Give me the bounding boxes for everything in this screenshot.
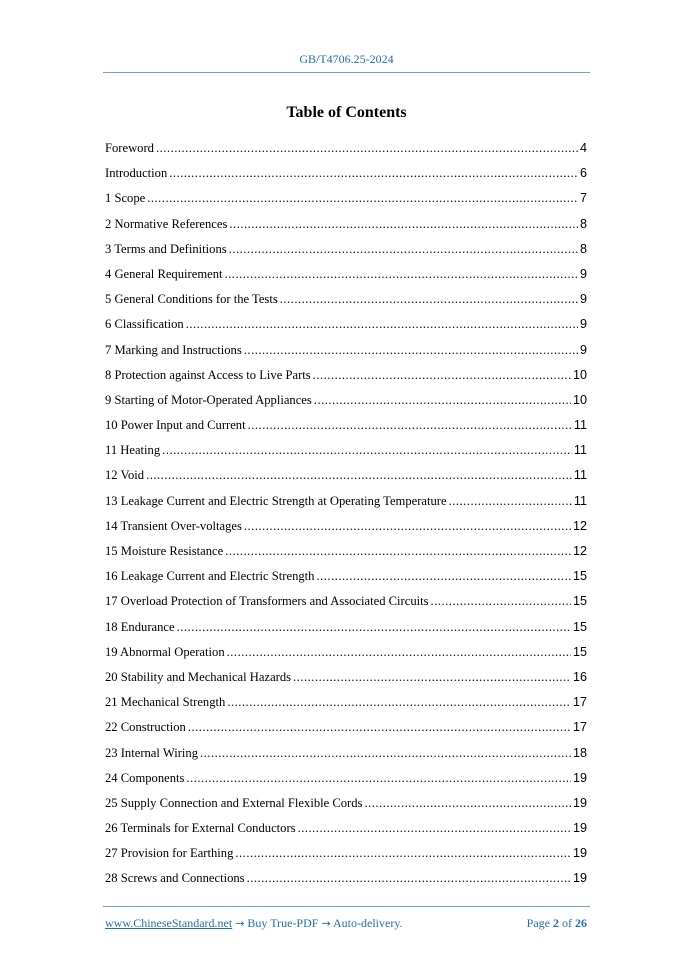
- toc-entry-label: 23 Internal Wiring: [105, 745, 198, 760]
- document-header: GB/T4706.25-2024: [299, 52, 394, 66]
- toc-entry-label: 1 Scope: [105, 191, 146, 206]
- toc-entry-page-number: 4: [579, 141, 587, 155]
- toc-entry-page-number: 8: [579, 216, 587, 231]
- toc-entry[interactable]: [105, 165, 587, 190]
- toc-dot-leader: [364, 795, 571, 811]
- toc-entry-label: 26 Terminals for External Conductors: [105, 821, 296, 836]
- toc-entry[interactable]: [105, 795, 587, 820]
- toc-entry[interactable]: [105, 342, 587, 367]
- of-word: of: [562, 916, 572, 930]
- toc-entry-page-number: 6: [579, 166, 587, 181]
- toc-entry-label: 21 Mechanical Strength: [105, 695, 226, 710]
- toc-entry-label: 13 Leakage Current and Electric Strength at Operating Temperature: [105, 493, 447, 508]
- toc-dot-leader: [229, 216, 578, 232]
- toc-entry[interactable]: [105, 140, 587, 165]
- toc-entry[interactable]: [105, 719, 587, 744]
- toc-entry-page-number: 12: [572, 544, 587, 558]
- toc-dot-leader: [162, 442, 572, 458]
- toc-entry-page-number: 19: [572, 846, 587, 861]
- toc-entry[interactable]: [105, 241, 587, 266]
- toc-entry-label: 24 Components: [105, 770, 185, 785]
- toc-dot-leader: [449, 493, 572, 509]
- toc-dot-leader: [280, 291, 578, 307]
- toc-entry-label: 18 Endurance: [105, 619, 175, 634]
- footer-left: [105, 916, 403, 931]
- toc-dot-leader: [186, 770, 571, 786]
- toc-dot-leader: [177, 619, 571, 635]
- toc-entry-page-number: 9: [579, 292, 587, 307]
- toc-dot-leader: [293, 669, 571, 685]
- total-pages-number: 26: [575, 916, 587, 930]
- toc-entry[interactable]: [105, 392, 587, 417]
- toc-entry[interactable]: [105, 870, 587, 895]
- toc-entry-label: 11 Heating: [105, 443, 161, 458]
- toc-dot-leader: [169, 165, 578, 181]
- toc-entry-page-number: 19: [572, 821, 587, 836]
- toc-entry[interactable]: [105, 694, 587, 719]
- auto-delivery-text: Auto-delivery.: [333, 916, 403, 930]
- toc-entry-page-number: 11: [573, 493, 587, 508]
- toc-entry-label: 20 Stability and Mechanical Hazards: [105, 669, 292, 684]
- toc-entry[interactable]: [105, 770, 587, 795]
- page-indicator: [527, 916, 587, 931]
- arrow-right-icon: →: [235, 917, 245, 930]
- toc-entry[interactable]: [105, 316, 587, 341]
- toc-entry-label: 6 Classification: [105, 317, 184, 332]
- toc-entry[interactable]: [105, 644, 587, 669]
- toc-dot-leader: [186, 316, 578, 332]
- toc-dot-leader: [227, 644, 571, 660]
- page-footer: [105, 916, 587, 931]
- toc-entry[interactable]: [105, 291, 587, 316]
- toc-entry-page-number: 11: [573, 468, 587, 483]
- toc-entry-label: 16 Leakage Current and Electric Strength: [105, 569, 315, 584]
- toc-entry-label: 14 Transient Over-voltages: [105, 518, 242, 533]
- toc-entry-page-number: 19: [572, 770, 587, 785]
- toc-dot-leader: [146, 467, 572, 483]
- toc-entry-label: 8 Protection against Access to Live Parts: [105, 367, 311, 382]
- toc-entry[interactable]: [105, 467, 587, 492]
- toc-entry-page-number: 18: [572, 745, 587, 760]
- toc-entry[interactable]: [105, 442, 587, 467]
- toc-entry-page-number: 19: [572, 795, 587, 810]
- toc-entry-label: 28 Screws and Connections: [105, 871, 245, 886]
- toc-entry-label: 12 Void: [105, 468, 145, 483]
- toc-entry-label: 10 Power Input and Current: [105, 418, 246, 433]
- toc-entry[interactable]: [105, 619, 587, 644]
- toc-entry-page-number: 9: [579, 342, 587, 357]
- toc-entry-label: 27 Provision for Earthing: [105, 846, 234, 861]
- toc-entry-page-number: 8: [579, 241, 587, 256]
- toc-entry-page-number: 10: [572, 392, 587, 407]
- toc-entry-page-number: 15: [572, 619, 587, 634]
- toc-dot-leader: [200, 745, 571, 761]
- toc-dot-leader: [147, 190, 578, 206]
- toc-dot-leader: [316, 568, 571, 584]
- toc-dot-leader: [244, 342, 578, 358]
- toc-entry[interactable]: [105, 745, 587, 770]
- toc-entry-label: 5 General Conditions for the Tests: [105, 292, 278, 307]
- toc-dot-leader: [244, 518, 571, 534]
- toc-entry-page-number: 16: [572, 669, 587, 684]
- toc-entry-page-number: 17: [572, 695, 587, 710]
- toc-dot-leader: [225, 266, 578, 282]
- toc-entry[interactable]: [105, 367, 587, 392]
- toc-entry[interactable]: [105, 568, 587, 593]
- footer-divider: [103, 906, 590, 907]
- toc-dot-leader: [227, 694, 571, 710]
- toc-entry-page-number: 19: [572, 871, 587, 886]
- toc-entry-page-number: 15: [572, 594, 587, 609]
- toc-dot-leader: [314, 392, 571, 408]
- toc-entry[interactable]: [105, 518, 587, 543]
- site-link[interactable]: www.ChineseStandard.net: [105, 916, 233, 930]
- arrow-right-icon: →: [321, 917, 331, 930]
- toc-entry-label: 9 Starting of Motor-Operated Appliances: [105, 392, 312, 407]
- toc-entry[interactable]: [105, 820, 587, 845]
- toc-entry-page-number: 12: [572, 518, 587, 533]
- toc-entry[interactable]: [105, 669, 587, 694]
- toc-entry-page-number: 10: [572, 367, 587, 382]
- toc-dot-leader: [156, 140, 578, 156]
- page-word: Page: [526, 916, 550, 930]
- table-of-contents: [105, 140, 587, 896]
- toc-entry-label: 19 Abnormal Operation: [105, 644, 225, 659]
- toc-entry-label: 2 Normative References: [105, 216, 228, 231]
- toc-entry[interactable]: [105, 845, 587, 870]
- toc-entry-page-number: 15: [572, 644, 587, 659]
- toc-entry[interactable]: [105, 493, 587, 518]
- toc-entry-page-number: 9: [579, 317, 587, 332]
- toc-entry-label: 7 Marking and Instructions: [105, 342, 242, 357]
- buy-pdf-link[interactable]: Buy True-PDF: [247, 916, 319, 930]
- toc-entry[interactable]: [105, 190, 587, 215]
- toc-dot-leader: [298, 820, 571, 836]
- toc-dot-leader: [431, 593, 571, 609]
- toc-entry-page-number: 17: [572, 720, 587, 735]
- toc-entry-label: Foreword: [105, 141, 154, 155]
- toc-entry-page-number: 15: [572, 569, 587, 584]
- toc-entry-label: 17 Overload Protection of Transformers and Associated Circuits: [105, 594, 429, 609]
- toc-entry[interactable]: [105, 266, 587, 291]
- current-page-number: 2: [553, 916, 559, 930]
- toc-entry-label: 15 Moisture Resistance: [105, 544, 224, 558]
- toc-entry-label: 4 General Requirement: [105, 266, 223, 281]
- toc-entry[interactable]: [105, 216, 587, 241]
- toc-dot-leader: [188, 719, 571, 735]
- page-title: Table of Contents: [286, 104, 407, 121]
- toc-dot-leader: [248, 417, 572, 433]
- toc-dot-leader: [235, 845, 571, 861]
- toc-dot-leader: [247, 870, 571, 886]
- toc-dot-leader: [313, 367, 571, 383]
- toc-entry-page-number: 11: [573, 443, 587, 458]
- toc-entry[interactable]: [105, 593, 587, 618]
- toc-entry-label: Introduction: [105, 166, 168, 181]
- toc-entry-label: 25 Supply Connection and External Flexible Cords: [105, 795, 363, 810]
- toc-entry[interactable]: [105, 417, 587, 442]
- toc-entry-page-number: 11: [573, 418, 587, 433]
- toc-dot-leader: [229, 241, 578, 257]
- header-divider: [103, 72, 590, 73]
- toc-entry-page-number: 9: [579, 266, 587, 281]
- toc-entry-label: 22 Construction: [105, 720, 186, 735]
- toc-dot-leader: [225, 543, 571, 559]
- toc-entry[interactable]: [105, 543, 587, 568]
- toc-entry-page-number: 7: [579, 191, 587, 206]
- toc-entry-label: 3 Terms and Definitions: [105, 241, 227, 256]
